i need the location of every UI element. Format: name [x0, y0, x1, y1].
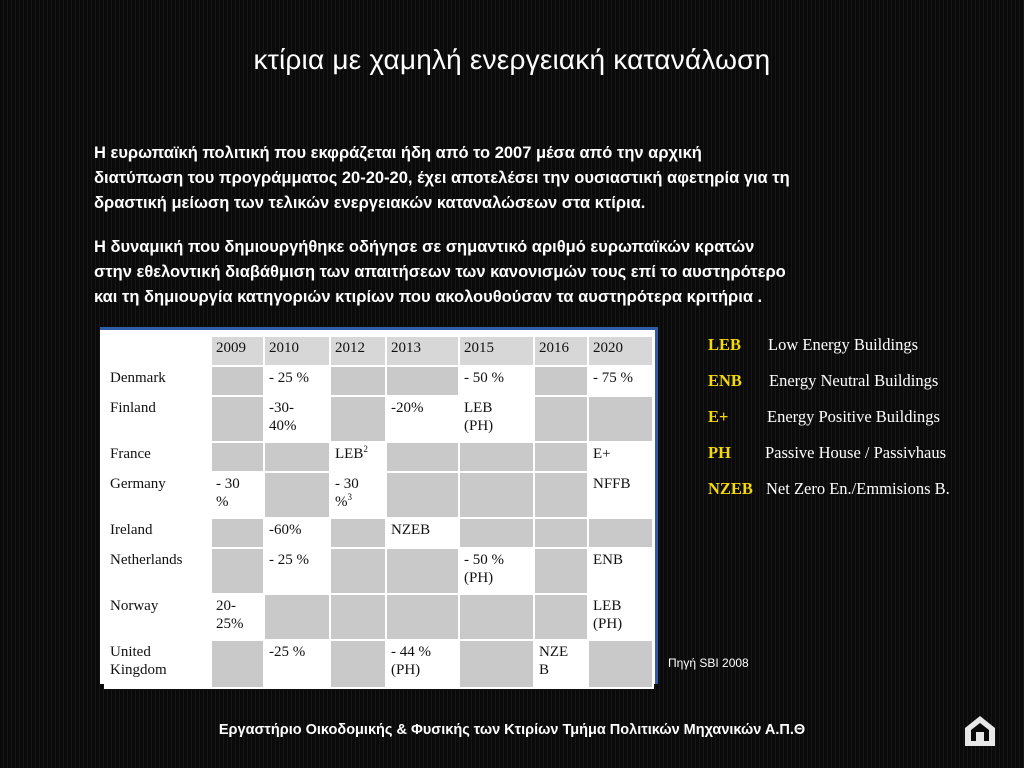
cell-line	[269, 643, 325, 661]
empty-cell	[534, 548, 588, 594]
cell-text: (PH)	[593, 616, 623, 632]
cell-text: - 50 %	[464, 552, 504, 568]
empty-cell	[588, 518, 653, 548]
empty-cell	[459, 472, 534, 518]
empty-cell	[211, 442, 264, 472]
cell-line	[216, 493, 259, 511]
legend-item-e-plus	[708, 405, 1018, 441]
year-header: 2013	[386, 336, 459, 366]
year-header: 2012	[330, 336, 386, 366]
empty-cell	[386, 442, 459, 472]
cell-text: %	[216, 494, 229, 510]
cell-text: - 25 %	[269, 552, 309, 568]
year-header: 2016	[534, 336, 588, 366]
paragraph-line: Η ευρωπαϊκή πολιτική που εκφράζεται ήδη από το 2007 μέσα από την αρχική	[94, 144, 702, 162]
country-cell	[105, 366, 211, 396]
paragraph-line: δραστική μείωση των τελικών ενεργειακών καταναλώσεων στα κτίρια.	[94, 194, 646, 212]
cell-line	[391, 399, 454, 417]
legend-desc: Passive House / Passivhaus	[765, 443, 947, 462]
empty-cell	[386, 366, 459, 396]
empty-cell	[386, 472, 459, 518]
year-header: 2020	[588, 336, 653, 366]
cell-text: LEB	[464, 400, 493, 416]
empty-cell	[211, 518, 264, 548]
target-cell	[459, 548, 534, 594]
table-row	[105, 396, 653, 442]
target-cell	[211, 594, 264, 640]
cell-line	[539, 643, 583, 661]
target-cell	[264, 640, 330, 688]
cell-line: Kingdom	[110, 662, 167, 678]
legend-abbr: LEB	[708, 335, 742, 354]
legend-abbr: E+	[708, 407, 729, 426]
empty-cell	[459, 594, 534, 640]
year-header: 2009	[211, 336, 264, 366]
legend-abbr: ENB	[708, 371, 742, 390]
empty-cell	[588, 396, 653, 442]
legend-desc: Energy Positive Buildings	[767, 407, 940, 426]
legend-desc: Low Energy Buildings	[768, 335, 919, 354]
cell-line: Norway	[110, 598, 159, 614]
paragraph-line: στην εθελοντική διαβάθμιση των απαιτήσεων των κανονισμών τους επί το αυστηρότερο	[94, 263, 786, 281]
target-cell	[588, 472, 653, 518]
abbreviation-legend	[708, 333, 1018, 513]
cell-text: - 75 %	[593, 370, 633, 386]
cell-text: B	[539, 662, 550, 678]
empty-cell	[330, 548, 386, 594]
dynamics-paragraph	[94, 235, 954, 310]
cell-line	[269, 417, 325, 435]
empty-cell	[534, 366, 588, 396]
cell-line	[391, 643, 454, 661]
target-cell	[264, 366, 330, 396]
empty-cell	[459, 442, 534, 472]
cell-line: Finland	[110, 400, 156, 416]
country-cell	[105, 472, 211, 518]
target-cell	[459, 366, 534, 396]
empty-cell	[330, 366, 386, 396]
legend-item-enb	[708, 369, 1018, 405]
empty-cell	[459, 518, 534, 548]
cell-text: NZE	[539, 644, 569, 660]
target-cell	[211, 472, 264, 518]
cell-line	[269, 551, 325, 569]
cell-line	[464, 569, 529, 587]
empty-cell	[330, 518, 386, 548]
table-row	[105, 640, 653, 688]
legend-item-ph	[708, 441, 1018, 477]
target-cell	[534, 640, 588, 688]
footer-institution: Εργαστήριο Οικοδομικής & Φυσικής των Κτιρίων Τμήμα Πολιτικών Μηχανικών Α.Π.Θ	[218, 722, 806, 738]
cell-line	[391, 521, 454, 539]
slide-title: κτίρια με χαμηλή ενεργειακή κατανάλωση	[253, 44, 771, 75]
legend-abbr: NZEB	[708, 479, 753, 498]
target-cell	[330, 442, 386, 472]
empty-cell	[534, 518, 588, 548]
empty-cell	[211, 396, 264, 442]
cell-text: %	[335, 494, 348, 510]
target-cell	[264, 518, 330, 548]
cell-text: E+	[593, 446, 611, 462]
empty-cell	[211, 640, 264, 688]
cell-text: -60%	[269, 522, 302, 538]
cell-text: - 25 %	[269, 370, 309, 386]
legend-desc: Energy Neutral Buildings	[769, 371, 939, 390]
empty-cell	[330, 396, 386, 442]
empty-cell	[534, 472, 588, 518]
table-row	[105, 594, 653, 640]
empty-cell	[264, 594, 330, 640]
cell-line: Denmark	[110, 370, 166, 386]
cell-line	[593, 369, 648, 387]
cell-text: NZEB	[391, 522, 431, 538]
empty-cell	[534, 396, 588, 442]
footnote-marker: 2	[363, 444, 368, 454]
empty-cell	[386, 594, 459, 640]
cell-text: - 44 %	[391, 644, 431, 660]
year-header: 2010	[264, 336, 330, 366]
cell-line	[269, 521, 325, 539]
empty-cell	[588, 640, 653, 688]
footnote-marker: 3	[347, 492, 352, 502]
cell-text: - 30	[335, 476, 359, 492]
country-cell	[105, 442, 211, 472]
target-cell	[588, 548, 653, 594]
cell-text: (PH)	[464, 570, 494, 586]
cell-line	[464, 399, 529, 417]
house-logo-icon	[962, 713, 998, 749]
legend-item-leb	[708, 333, 1018, 369]
target-cell	[386, 640, 459, 688]
target-cell	[588, 594, 653, 640]
country-cell	[105, 518, 211, 548]
empty-cell	[211, 366, 264, 396]
cell-line	[464, 417, 529, 435]
cell-line	[464, 551, 529, 569]
cell-text: ENB	[593, 552, 623, 568]
cell-text: 20-	[216, 598, 236, 614]
table-corner-cell	[105, 336, 211, 366]
cell-line	[593, 597, 648, 615]
year-header: 2015	[459, 336, 534, 366]
country-cell	[105, 594, 211, 640]
target-cell	[588, 366, 653, 396]
legend-item-nzeb	[708, 477, 1018, 513]
cell-text: 25%	[216, 616, 244, 632]
cell-line	[269, 399, 325, 417]
empty-cell	[330, 594, 386, 640]
cell-text: - 30	[216, 476, 240, 492]
cell-text: 40%	[269, 418, 297, 434]
cell-text: NFFB	[593, 476, 631, 492]
empty-cell	[534, 594, 588, 640]
table-row	[105, 442, 653, 472]
country-cell	[105, 396, 211, 442]
cell-text: (PH)	[464, 418, 494, 434]
cell-line: Germany	[110, 476, 166, 492]
cell-line: Netherlands	[110, 552, 183, 568]
empty-cell	[386, 548, 459, 594]
cell-text: (PH)	[391, 662, 421, 678]
empty-cell	[211, 548, 264, 594]
cell-line	[593, 475, 648, 493]
target-cell	[459, 396, 534, 442]
cell-line	[335, 493, 381, 511]
cell-line	[216, 597, 259, 615]
cell-line	[593, 615, 648, 633]
table-row	[105, 548, 653, 594]
cell-line	[539, 661, 583, 679]
cell-line	[593, 551, 648, 569]
cell-line: Ireland	[110, 522, 153, 538]
cell-line	[464, 369, 529, 387]
cell-text: -30-	[269, 400, 294, 416]
empty-cell	[264, 442, 330, 472]
paragraph-line: Η δυναμική που δημιουργήθηκε οδήγησε σε σημαντικό αριθμό ευρωπαϊκών κρατών	[94, 238, 755, 256]
target-cell	[386, 396, 459, 442]
country-cell	[105, 548, 211, 594]
legend-desc: Net Zero En./Emmisions B.	[766, 479, 950, 498]
cell-text: -20%	[391, 400, 424, 416]
table-row	[105, 366, 653, 396]
target-cell	[264, 396, 330, 442]
cell-line	[335, 445, 381, 463]
target-cell	[386, 518, 459, 548]
empty-cell	[459, 640, 534, 688]
cell-line	[335, 475, 381, 493]
intro-paragraph	[94, 141, 954, 216]
legend-abbr: PH	[708, 443, 731, 462]
target-cell	[330, 472, 386, 518]
cell-line	[593, 445, 648, 463]
empty-cell	[264, 472, 330, 518]
cell-line	[269, 369, 325, 387]
cell-line: France	[110, 446, 151, 462]
target-cell	[264, 548, 330, 594]
cell-line: United	[110, 644, 151, 660]
cell-text: LEB	[593, 598, 622, 614]
source-note: Πηγή SBI 2008	[668, 656, 749, 670]
table-row	[105, 472, 653, 518]
empty-cell	[534, 442, 588, 472]
cell-line	[216, 615, 259, 633]
cell-line	[391, 661, 454, 679]
cell-text: -25 %	[269, 644, 306, 660]
country-cell	[105, 640, 211, 688]
paragraph-line: και τη δημιουργία κατηγοριών κτιρίων που ακολουθούσαν τα αυστηρότερα κριτήρια .	[94, 288, 763, 306]
energy-targets-table-image	[100, 327, 658, 684]
energy-targets-table	[104, 335, 654, 689]
target-cell	[588, 442, 653, 472]
cell-text: LEB	[335, 446, 364, 462]
table-row	[105, 518, 653, 548]
cell-text: - 50 %	[464, 370, 504, 386]
paragraph-line: διατύπωση του προγράμματος 20-20-20, έχει αποτελέσει την ουσιαστική αφετηρία για τη	[94, 169, 790, 187]
cell-line	[216, 475, 259, 493]
table-header-row	[105, 336, 653, 366]
empty-cell	[330, 640, 386, 688]
